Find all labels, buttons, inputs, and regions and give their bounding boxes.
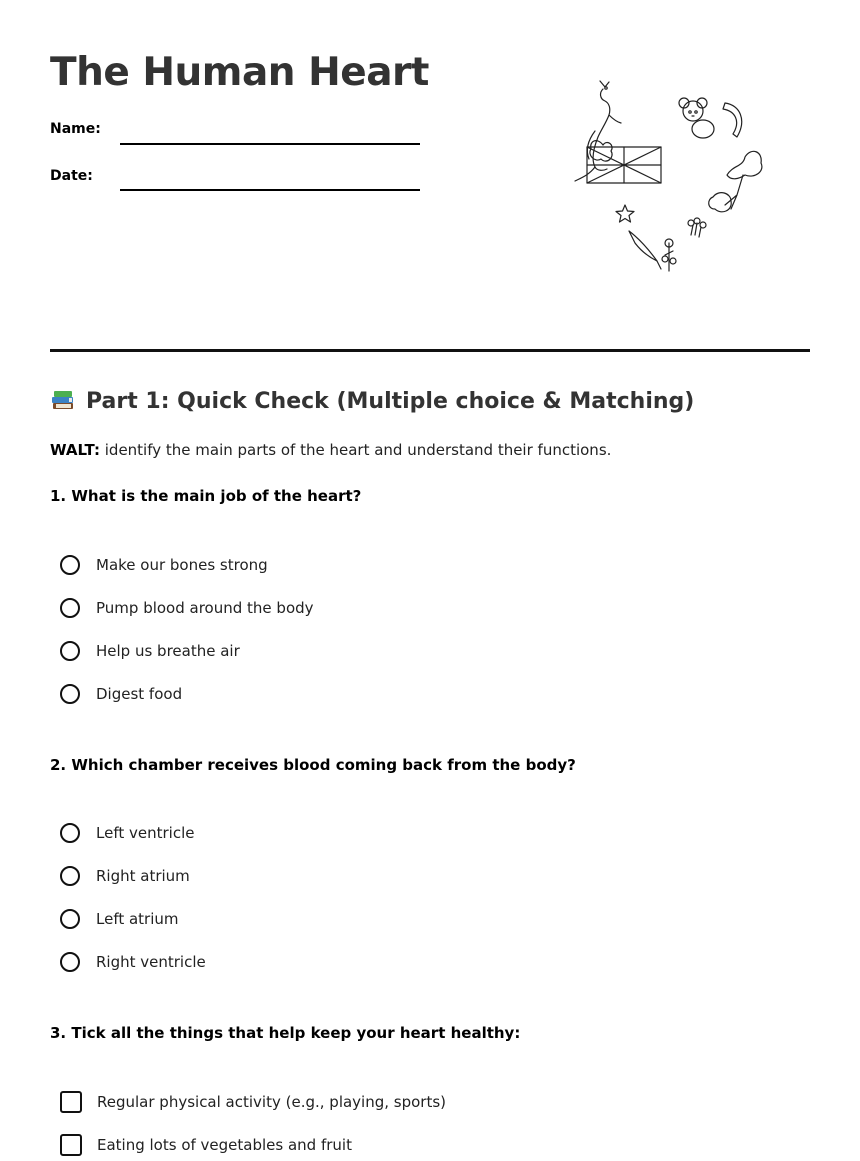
- q1-option-3[interactable]: [60, 639, 240, 663]
- koala-icon: [679, 98, 714, 138]
- question-2: 2. Which chamber receives blood coming back from the body?: [50, 756, 576, 774]
- radio-button[interactable]: [60, 823, 80, 843]
- q1-option-4[interactable]: [60, 682, 182, 706]
- platypus-icon: [629, 231, 661, 269]
- q2-option-4[interactable]: [60, 950, 206, 974]
- name-label: Name:: [50, 121, 101, 137]
- part1-heading: [50, 388, 694, 414]
- radio-button[interactable]: [60, 555, 80, 575]
- radio-button[interactable]: [60, 866, 80, 886]
- q3-option-2[interactable]: [60, 1133, 352, 1157]
- option-label: Left atrium: [96, 910, 179, 928]
- star-icon: [616, 205, 634, 222]
- radio-button[interactable]: [60, 952, 80, 972]
- australian-flag-icon: [587, 141, 661, 183]
- section-divider: [50, 349, 810, 352]
- q3-option-1[interactable]: [60, 1090, 446, 1114]
- date-label: Date:: [50, 168, 93, 184]
- q2-option-2[interactable]: [60, 864, 190, 888]
- australian-heart-illustration: [565, 75, 775, 285]
- radio-button[interactable]: [60, 641, 80, 661]
- date-field[interactable]: [120, 189, 420, 191]
- radio-button[interactable]: [60, 909, 80, 929]
- option-label: Regular physical activity (e.g., playing, sports): [97, 1093, 447, 1111]
- boomerang-icon: [723, 103, 742, 137]
- option-label: Eating lots of vegetables and fruit: [97, 1136, 352, 1154]
- option-label: Right atrium: [96, 867, 190, 885]
- walt-label: WALT:: [50, 441, 100, 459]
- checkbox[interactable]: [60, 1134, 82, 1156]
- option-label: Help us breathe air: [96, 642, 240, 660]
- option-label: Make our bones strong: [96, 556, 268, 574]
- option-label: Digest food: [96, 685, 183, 703]
- radio-button[interactable]: [60, 598, 80, 618]
- q2-option-1[interactable]: [60, 821, 194, 845]
- question-1: 1. What is the main job of the heart?: [50, 487, 362, 505]
- q2-option-3[interactable]: [60, 907, 179, 931]
- books-icon: [50, 388, 76, 414]
- walt-statement: [50, 441, 611, 459]
- page-title: The Human Heart: [50, 50, 429, 95]
- name-field[interactable]: [120, 143, 420, 145]
- walt-text: identify the main parts of the heart and understand their functions.: [104, 441, 612, 459]
- q1-option-1[interactable]: [60, 553, 268, 577]
- radio-button[interactable]: [60, 684, 80, 704]
- part1-title: Part 1: Quick Check (Multiple choice & Matching): [86, 388, 695, 414]
- q1-option-2[interactable]: [60, 596, 314, 620]
- kangaroo-icon: [575, 81, 621, 181]
- wildflowers-icon: [662, 218, 706, 271]
- gum-tree-icon: [709, 151, 762, 211]
- option-label: Left ventricle: [96, 824, 195, 842]
- option-label: Pump blood around the body: [96, 599, 314, 617]
- option-label: Right ventricle: [96, 953, 206, 971]
- question-3: 3. Tick all the things that help keep your heart healthy:: [50, 1024, 521, 1042]
- checkbox[interactable]: [60, 1091, 82, 1113]
